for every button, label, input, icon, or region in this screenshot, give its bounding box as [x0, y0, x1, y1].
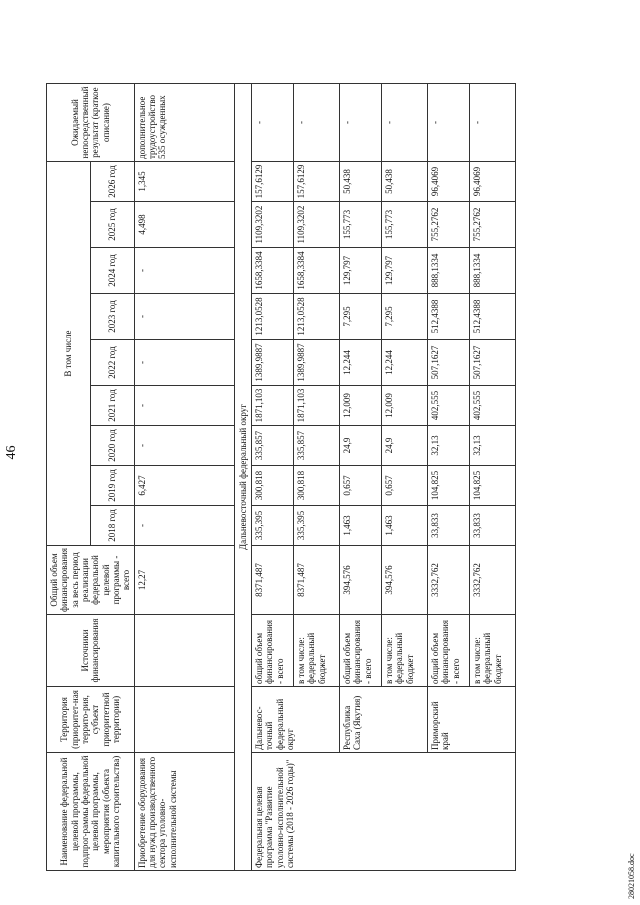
row-value: 24,9	[382, 426, 428, 466]
row-value: 1389,9887	[252, 340, 294, 386]
region-row	[234, 84, 251, 871]
row-value: 0,657	[340, 466, 382, 506]
row-value: 1871,103	[252, 386, 294, 426]
row-value: 157,6129	[252, 162, 294, 202]
header-year: 2018 год	[90, 506, 134, 546]
row-value: -	[134, 248, 234, 294]
row-value: -	[134, 294, 234, 340]
row-value: -	[134, 386, 234, 426]
row-total: 394,576	[340, 546, 382, 615]
row-result: дополнительное трудоустройство 535 осужденных	[134, 84, 234, 162]
row-total: 3332,762	[428, 546, 470, 615]
table-row	[252, 84, 294, 871]
row-value: 33,833	[470, 506, 516, 546]
row-value: 104,825	[470, 466, 516, 506]
row-value: 300,818	[294, 466, 340, 506]
row-value: 1389,9887	[294, 340, 340, 386]
row-value: 507,1627	[428, 340, 470, 386]
row-result: -	[470, 84, 516, 162]
row-value: 7,295	[382, 294, 428, 340]
header-year: 2024 год	[90, 248, 134, 294]
row-value: -	[134, 426, 234, 466]
row-value: 512,4388	[470, 294, 516, 340]
row-value: 1109,3202	[294, 202, 340, 248]
row-territory	[134, 687, 234, 753]
row-value: 1,463	[340, 506, 382, 546]
row-value: 155,773	[340, 202, 382, 248]
row-value: 1213,0528	[294, 294, 340, 340]
row-value: 300,818	[252, 466, 294, 506]
header-year: 2025 год	[90, 202, 134, 248]
header-sources: Источники финансирования	[47, 615, 135, 687]
header-year: 2022 год	[90, 340, 134, 386]
row-value: 104,825	[428, 466, 470, 506]
row-source: в том числе: федеральный бюджет	[294, 615, 340, 687]
row-result: -	[294, 84, 340, 162]
row-total: 8371,487	[252, 546, 294, 615]
row-value: 402,555	[470, 386, 516, 426]
row-source: общий объем финансирования - всего	[340, 615, 382, 687]
row-source: общий объем финансирования - всего	[252, 615, 294, 687]
row-source: в том числе: федеральный бюджет	[470, 615, 516, 687]
row-value: 96,4069	[428, 162, 470, 202]
financing-table	[46, 83, 516, 871]
row-value: 6,427	[134, 466, 234, 506]
row-value: 12,244	[340, 340, 382, 386]
table-row	[134, 84, 234, 871]
row-value: 1,345	[134, 162, 234, 202]
row-value: -	[134, 506, 234, 546]
row-value: 155,773	[382, 202, 428, 248]
row-value: 157,6129	[294, 162, 340, 202]
row-result: -	[252, 84, 294, 162]
row-source	[134, 615, 234, 687]
row-value: 507,1627	[470, 340, 516, 386]
row-value: 4,498	[134, 202, 234, 248]
row-value: 12,244	[382, 340, 428, 386]
page-number: 46	[4, 445, 19, 460]
header-year: 2023 год	[90, 294, 134, 340]
row-territory: Приморский край	[428, 687, 516, 753]
row-value: 1658,3384	[294, 248, 340, 294]
row-territory: Дальневос-точный федеральный округ	[252, 687, 340, 753]
header-year: 2019 год	[90, 466, 134, 506]
row-value: -	[134, 340, 234, 386]
row-value: 33,833	[428, 506, 470, 546]
header-year: 2026 год	[90, 162, 134, 202]
row-source: общий объем финансирования - всего	[428, 615, 470, 687]
header-result: Ожидаемый непосредственный результат (краткое описание)	[47, 84, 135, 162]
row-value: 32,13	[470, 426, 516, 466]
row-value: 335,857	[252, 426, 294, 466]
row-total: 8371,487	[294, 546, 340, 615]
row-value: 1,463	[382, 506, 428, 546]
row-total: 12,27	[134, 546, 234, 615]
header-territory: Территория (приоритет-ная террито-рия, субъект приоритетной территории)	[47, 687, 135, 753]
header-including: В том числе	[47, 162, 91, 546]
row-result: -	[340, 84, 382, 162]
row-result: -	[428, 84, 470, 162]
header-year: 2020 год	[90, 426, 134, 466]
row-total: 3332,762	[470, 546, 516, 615]
region-header: Дальневосточный федеральный округ	[234, 84, 251, 871]
header-name: Наименование федеральной целевой программы, подпрог-раммы федеральной целевой программы, мероприятия (объекта капитального строительства)	[47, 753, 135, 871]
row-value: 24,9	[340, 426, 382, 466]
row-value: 335,395	[294, 506, 340, 546]
row-result: -	[382, 84, 428, 162]
document-filename: 28021058.doc	[627, 853, 636, 899]
row-value: 888,1334	[470, 248, 516, 294]
row-value: 7,295	[340, 294, 382, 340]
row-name: Приобретение оборудования для нужд производственного сектора уголовно-исполнительной системы	[134, 753, 234, 871]
table-row	[340, 84, 382, 871]
row-total: 394,576	[382, 546, 428, 615]
row-value: 335,395	[252, 506, 294, 546]
row-value: 1871,103	[294, 386, 340, 426]
row-value: 1658,3384	[252, 248, 294, 294]
program-name: Федеральная целевая программа "Развитие уголовно-исполнительной системы (2018 - 2026 годы)"	[252, 753, 516, 871]
row-value: 129,797	[340, 248, 382, 294]
row-source: в том числе: федеральный бюджет	[382, 615, 428, 687]
row-value: 129,797	[382, 248, 428, 294]
row-value: 32,13	[428, 426, 470, 466]
header-total: Общий объем финансирования за весь период реализации федеральной целевой программы - всего	[47, 546, 135, 615]
row-value: 12,009	[382, 386, 428, 426]
row-value: 888,1334	[428, 248, 470, 294]
table-row	[428, 84, 470, 871]
row-value: 50,438	[340, 162, 382, 202]
row-territory: Республика Саха (Якутия)	[340, 687, 428, 753]
row-value: 12,009	[340, 386, 382, 426]
row-value: 335,857	[294, 426, 340, 466]
row-value: 402,555	[428, 386, 470, 426]
row-value: 50,438	[382, 162, 428, 202]
header-year: 2021 год	[90, 386, 134, 426]
row-value: 1213,0528	[252, 294, 294, 340]
row-value: 96,4069	[470, 162, 516, 202]
row-value: 0,657	[382, 466, 428, 506]
row-value: 755,2762	[470, 202, 516, 248]
row-value: 1109,3202	[252, 202, 294, 248]
row-value: 512,4388	[428, 294, 470, 340]
row-value: 755,2762	[428, 202, 470, 248]
